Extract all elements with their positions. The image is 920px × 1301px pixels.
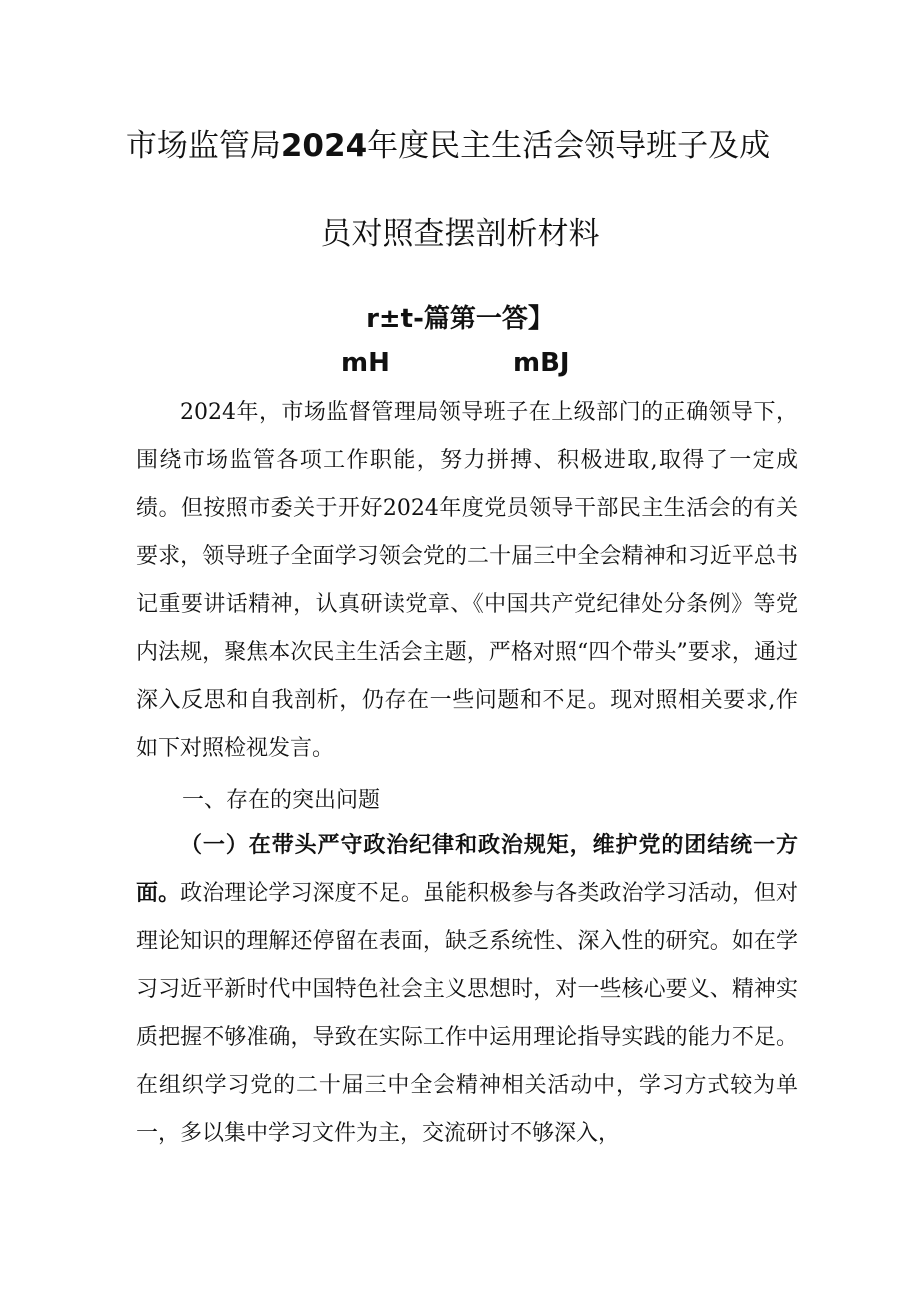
subtitle-line-1: r±t-篇第一答】 bbox=[366, 304, 554, 334]
title-text-pre: 市场监管局 bbox=[125, 128, 281, 164]
title-year: 2024 bbox=[280, 128, 368, 164]
section-paragraph bbox=[136, 822, 798, 1158]
section-paragraph-body: 政治理论学习深度不足。虽能积极参与各类政治学习活动，但对理论知识的理解还停留在表面，缺乏系统性、深入性的研究。如在学习习近平新时代中国特色社会主义思想时，对一些核心要义、精神实质把握不够准确，导致在实际工作中运用理论指导实践的能力不足。在组织学习党的二十届三中全会精神相关活动中，学习方式较为单一，多以集中学习文件为主，交流研讨不够深入， bbox=[136, 881, 798, 1146]
intro-paragraph: 2024年，市场监督管理局领导班子在上级部门的正确领导下，围绕市场监管各项工作职能，努力拼搏、积极进取,取得了一定成绩。但按照市委关于开好2024年度党员领导干部民主生活会的有关要求，领导班子全面学习领会党的二十届三中全会精神和习近平总书记重要讲话精神，认真研读党章、《中国共产党纪律处分条例》等党内法规，聚焦本次民主生活会主题，严格对照“四个带头”要求，通过深入反思和自我剖析，仍存在一些问题和不足。现对照相关要求,作如下对照检视发言。 bbox=[136, 400, 798, 761]
section-heading-1: 一、存在的突出问题 bbox=[182, 788, 381, 813]
subtitle-left-text: mH bbox=[341, 348, 390, 378]
section-paragraph-block bbox=[136, 822, 798, 1158]
title-text-post: 年度民主生活会领导班子及成 bbox=[367, 128, 771, 164]
subtitle-right-text: mBJ bbox=[513, 348, 570, 378]
intro-paragraph-block bbox=[136, 389, 798, 773]
document-title-line-2: 员对照查摆剖析材料 bbox=[320, 216, 600, 252]
section-paragraph-lead: （一）在带头严守政治纪律和政治规矩，维护党的团结统一方面。 bbox=[136, 833, 798, 906]
document-title-line-1 bbox=[0, 126, 908, 166]
